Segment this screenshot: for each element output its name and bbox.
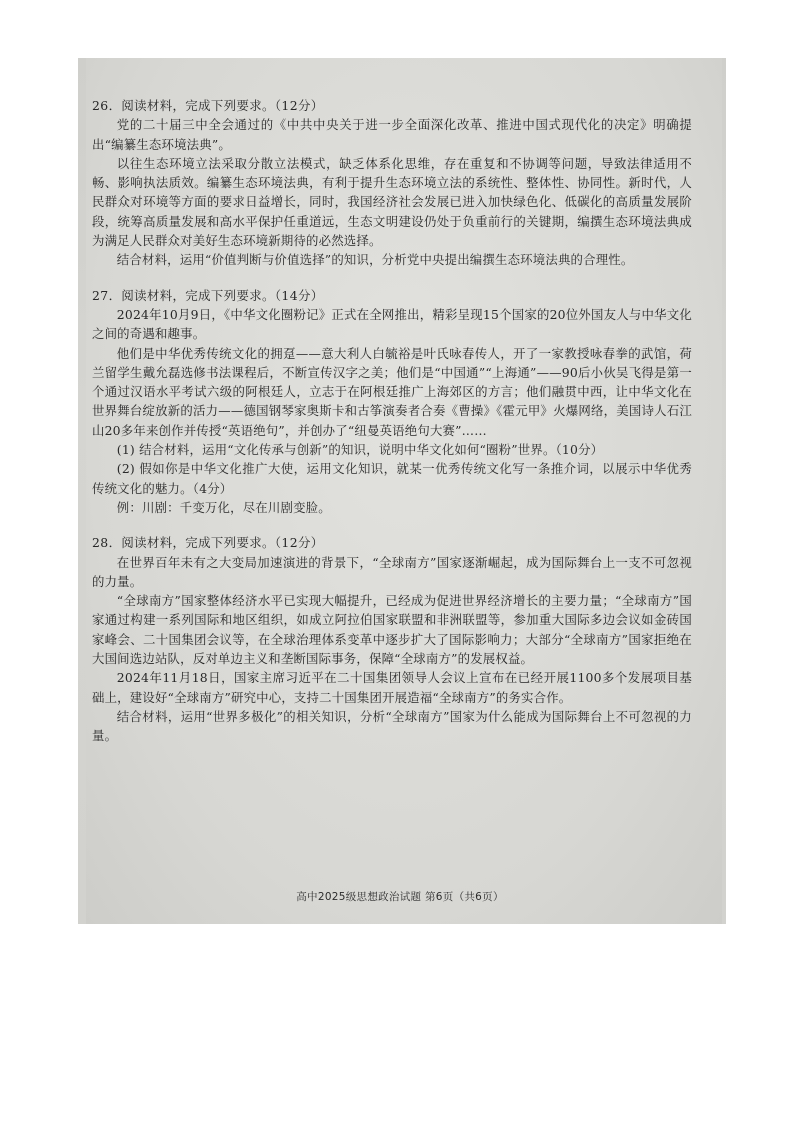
question-28-material-body: “全球南方”国家整体经济水平已实现大幅提升，已经成为促进世界经济增长的主要力量；“全球南方”国家通过构建一系列国际和地区组织，如成立阿拉伯国家联盟和非洲联盟等，参加重大国际多边会议如金砖国家峰会、二十国集团会议等，在全球治理体系变革中逐步扩大了国际影响力；大部分“全球南方”国家拒绝在大国间选边站队，反对单边主义和垄断国际事务，保障“全球南方”的发展权益。 — [92, 593, 692, 667]
question-27-material-intro: 2024年10月9日，《中华文化圈粉记》正式在全网推出，精彩呈现15个国家的20位外国友人与中华文化之间的奇遇和趣事。 — [92, 306, 692, 342]
question-26 — [92, 96, 692, 270]
question-26-material-body: 以往生态环境立法采取分散立法模式，缺乏体系化思维，存在重复和不协调等问题，导致法律适用不畅、影响执法质效。编纂生态环境法典，有利于提升生态环境立法的系统性、整体性、协同性。新时代，人民群众对环境等方面的要求日益增长，同时，我国经济社会发展已进入加快绿色化、低碳化的高质量发展阶段，统筹高质量发展和高水平保护任重道远，生态文明建设仍处于负重前行的关键期，编撰生态环境法典成为满足人民群众对美好生态环境新期待的必然选择。 — [92, 155, 692, 249]
question-27-sub-2: (2) 假如你是中华文化推广大使，运用文化知识，就某一优秀传统文化写一条推介词，以展示中华优秀传统文化的魅力。（4分） — [92, 461, 692, 496]
question-28-title: 28．阅读材料，完成下列要求。（12分） — [92, 535, 324, 551]
question-28-material-intro: 在世界百年未有之大变局加速演进的背景下，“全球南方”国家逐渐崛起，成为国际舞台上一支不可忽视的力量。 — [92, 554, 692, 589]
question-26-task: 结合材料，运用“价值判断与价值选择”的知识，分析党中央提出编撰生态环境法典的合理性。 — [116, 252, 634, 268]
question-28 — [92, 533, 692, 745]
question-27-example: 例：川剧：千变万化，尽在川剧变脸。 — [116, 499, 331, 515]
question-28-task: 结合材料，运用“世界多极化”的相关知识，分析“全球南方”国家为什么能成为国际舞台上不可忽视的力量。 — [92, 708, 692, 744]
question-26-title: 26．阅读材料，完成下列要求。（12分） — [92, 98, 324, 113]
question-28-material-news: 2024年11月18日，国家主席习近平在二十国集团领导人会议上宣布在已经开展1100多个发展项目基础上，建设好“全球南方”研究中心，支持二十国集团开展造福“全球南方”的务实合作。 — [92, 670, 692, 705]
exam-page-content — [92, 96, 692, 762]
page-footer: 高中2025级思想政治试题 第6页（共6页） — [296, 891, 504, 903]
question-27-material-body: 他们是中华优秀传统文化的拥趸——意大利人白毓裕是叶氏咏春传人，开了一家教授咏春拳的武馆，荷兰留学生戴允磊选修书法课程后，不断宣传汉字之美；他们是“中国通”“上海通”——90后小伙吴飞得是第一个通过汉语水平考试六级的阿根廷人，立志于在阿根廷推广上海郊区的方言；他们融贯中西，让中华文化在世界舞台绽放新的活力——德国钢琴家奥斯卡和古筝演奏者合奏《曹操》《霍元甲》火爆网络，美国诗人石江山20多年来创作并传授“英语绝句”，并创办了“纽曼英语绝句大赛”…… — [92, 345, 692, 438]
question-26-material-intro: 党的二十届三中全会通过的《中共中央关于进一步全面深化改革、推进中国式现代化的决定》明确提出“编纂生态环境法典”。 — [92, 117, 692, 152]
question-27-sub-1: (1) 结合材料，运用“文化传承与创新”的知识，说明中华文化如何“圈粉”世界。（10分） — [116, 442, 604, 458]
question-27-title: 27．阅读材料，完成下列要求。（14分） — [92, 287, 324, 303]
question-27 — [92, 286, 692, 518]
